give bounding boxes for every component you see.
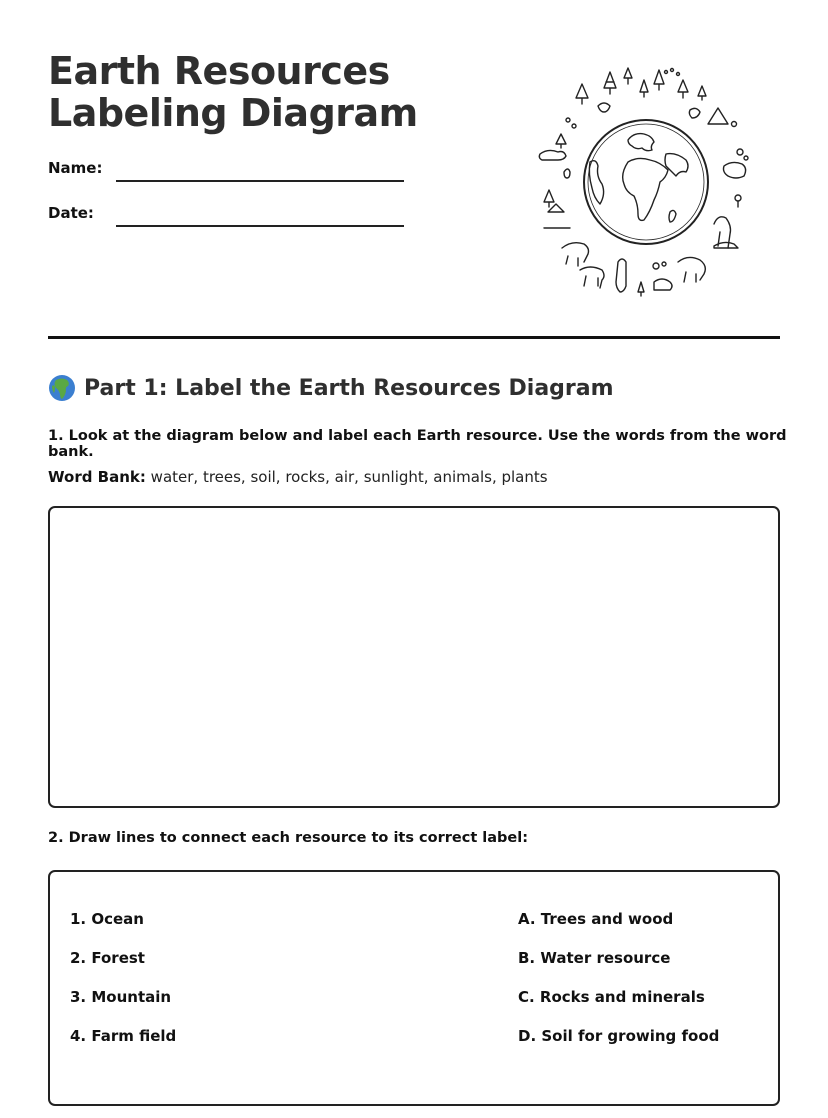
earth-globe-icon — [584, 120, 708, 244]
word-bank-words: water, trees, soil, rocks, air, sunlight, animals, plants — [150, 468, 548, 486]
date-field-line[interactable] — [116, 225, 404, 227]
word-bank — [48, 468, 548, 486]
instruction-2: 2. Draw lines to connect each resource to its correct label: — [48, 830, 529, 846]
surrounding-nature-icons — [539, 68, 748, 296]
title-line-2: Labeling Diagram — [48, 91, 418, 135]
diagram-labeling-area[interactable] — [48, 506, 780, 808]
match-left-item: 1. Ocean — [70, 910, 144, 928]
globe-africa-emoji-icon — [48, 374, 76, 402]
part1-title — [48, 374, 614, 402]
earth-nature-illustration — [528, 62, 764, 302]
match-right-item: D. Soil for growing food — [518, 1027, 720, 1045]
match-left-item: 2. Forest — [70, 949, 145, 967]
match-right-item: C. Rocks and minerals — [518, 988, 705, 1006]
title-line-1: Earth Resources — [48, 49, 390, 93]
match-left-item: 4. Farm field — [70, 1027, 177, 1045]
match-right-item: B. Water resource — [518, 949, 671, 967]
name-label: Name: — [48, 159, 103, 177]
match-left-item: 3. Mountain — [70, 988, 172, 1006]
instruction-1: 1. Look at the diagram below and label each Earth resource. Use the words from the word bank. — [48, 428, 787, 460]
part1-title-text: Part 1: Label the Earth Resources Diagram — [84, 375, 614, 401]
matching-box[interactable] — [48, 870, 780, 1106]
date-label: Date: — [48, 204, 94, 222]
word-bank-label: Word Bank: — [48, 468, 146, 486]
section-divider — [48, 336, 780, 339]
name-field-line[interactable] — [116, 180, 404, 182]
match-right-item: A. Trees and wood — [518, 910, 674, 928]
worksheet-title — [48, 50, 418, 134]
